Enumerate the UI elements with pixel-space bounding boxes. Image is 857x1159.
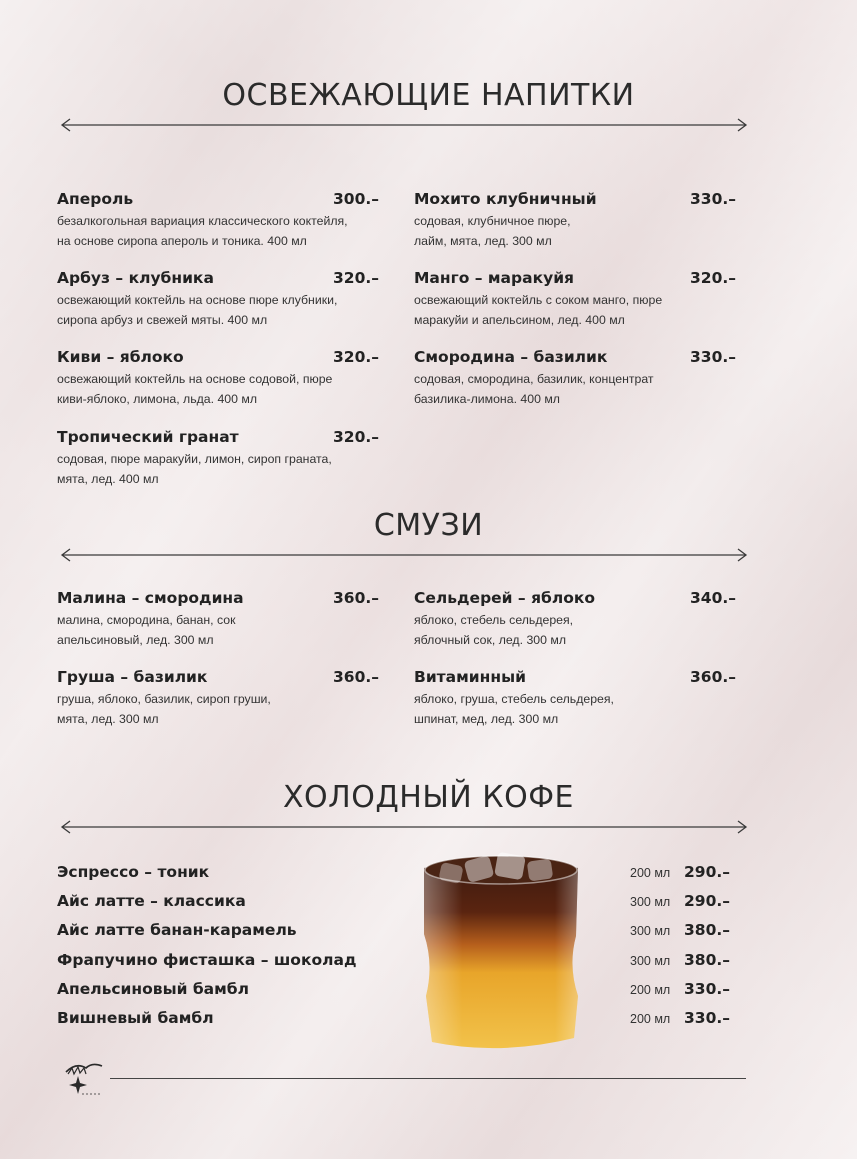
coffee-name: Айс латте банан-карамель: [57, 921, 297, 939]
coffee-price: 290.–: [684, 863, 730, 881]
menu-item: [414, 269, 736, 330]
item-desc: мята, лед. 400 мл: [57, 472, 159, 486]
item-name: Смородина – базилик: [414, 348, 608, 366]
item-desc: мята, лед. 300 мл: [57, 712, 159, 726]
item-desc: малина, смородина, банан, сок: [57, 613, 236, 627]
divider-arrow-icon: [60, 548, 748, 562]
item-desc: содовая, клубничное пюре,: [414, 214, 571, 228]
item-name: Витаминный: [414, 668, 526, 686]
coffee-price: 380.–: [684, 921, 730, 939]
item-desc: содовая, смородина, базилик, концентрат: [414, 372, 654, 386]
menu-item: [57, 269, 379, 330]
coffee-volume: 200 мл: [630, 1012, 671, 1026]
item-price: 320.–: [690, 269, 736, 287]
coffee-row: [57, 1009, 737, 1033]
item-desc: яблоко, стебель сельдерея,: [414, 613, 574, 627]
coffee-volume: 300 мл: [630, 924, 671, 938]
menu-item: [414, 190, 736, 251]
menu-item: [414, 348, 736, 409]
item-name: Тропический гранат: [57, 428, 239, 446]
divider-arrow-icon: [60, 820, 748, 834]
item-desc: базилика-лимона. 400 мл: [414, 392, 560, 406]
footer-divider: [110, 1078, 746, 1079]
item-desc: безалкогольная вариация классического коктейля,: [57, 214, 348, 228]
item-desc: шпинат, мед, лед. 300 мл: [414, 712, 559, 726]
coffee-row: [57, 951, 737, 975]
coffee-name: Айс латте – классика: [57, 892, 246, 910]
item-name: Киви – яблоко: [57, 348, 184, 366]
item-desc: яблоко, груша, стебель сельдерея,: [414, 692, 614, 706]
menu-item: [414, 589, 736, 650]
coffee-volume: 200 мл: [630, 866, 671, 880]
coffee-row: [57, 980, 737, 1004]
item-price: 300.–: [333, 190, 379, 208]
menu-item: [57, 428, 379, 489]
section-title-refresh: ОСВЕЖАЮЩИЕ НАПИТКИ: [222, 78, 635, 113]
item-desc: сиропа арбуз и свежей мяты. 400 мл: [57, 313, 268, 327]
coffee-name: Фрапучино фисташка – шоколад: [57, 951, 357, 969]
coffee-price: 330.–: [684, 980, 730, 998]
item-price: 360.–: [333, 668, 379, 686]
item-desc: освежающий коктейль на основе пюре клубники,: [57, 293, 338, 307]
item-desc: на основе сиропа апероль и тоника. 400 мл: [57, 234, 307, 248]
coffee-row: [57, 863, 737, 887]
item-name: Груша – базилик: [57, 668, 208, 686]
coffee-price: 330.–: [684, 1009, 730, 1027]
item-name: Манго – маракуйя: [414, 269, 575, 287]
coffee-volume: 300 мл: [630, 895, 671, 909]
item-name: Малина – смородина: [57, 589, 244, 607]
menu-item: [57, 348, 379, 409]
item-desc: освежающий коктейль на основе содовой, пюре: [57, 372, 333, 386]
item-desc: апельсиновый, лед. 300 мл: [57, 633, 214, 647]
item-desc: освежающий коктейль с соком манго, пюре: [414, 293, 663, 307]
section-title-smoothie: СМУЗИ: [373, 508, 484, 543]
coffee-name: Эспрессо – тоник: [57, 863, 210, 881]
section-title-coffee: ХОЛОДНЫЙ КОФЕ: [283, 780, 574, 815]
item-desc: маракуйи и апельсином, лед. 400 мл: [414, 313, 625, 327]
item-name: Сельдерей – яблоко: [414, 589, 596, 607]
item-desc: киви-яблоко, лимона, льда. 400 мл: [57, 392, 258, 406]
item-price: 330.–: [690, 190, 736, 208]
item-price: 320.–: [333, 428, 379, 446]
item-price: 320.–: [333, 348, 379, 366]
item-desc: яблочный сок, лед. 300 мл: [414, 633, 567, 647]
item-price: 340.–: [690, 589, 736, 607]
menu-item: [57, 190, 379, 251]
divider-arrow-icon: [60, 118, 748, 132]
item-name: Мохито клубничный: [414, 190, 597, 208]
coffee-price: 380.–: [684, 951, 730, 969]
item-name: Арбуз – клубника: [57, 269, 214, 287]
menu-item: [414, 668, 736, 729]
coffee-row: [57, 921, 737, 945]
coffee-volume: 300 мл: [630, 954, 671, 968]
menu-item: [57, 668, 379, 729]
item-name: Апероль: [57, 190, 134, 208]
item-desc: содовая, пюре маракуйи, лимон, сироп граната,: [57, 452, 332, 466]
coffee-name: Вишневый бамбл: [57, 1009, 214, 1027]
coffee-row: [57, 892, 737, 916]
item-price: 360.–: [690, 668, 736, 686]
coffee-volume: 200 мл: [630, 983, 671, 997]
brand-logo-icon: [62, 1058, 106, 1100]
item-price: 360.–: [333, 589, 379, 607]
item-desc: груша, яблоко, базилик, сироп груши,: [57, 692, 271, 706]
item-desc: лайм, мята, лед. 300 мл: [414, 234, 552, 248]
item-price: 330.–: [690, 348, 736, 366]
item-price: 320.–: [333, 269, 379, 287]
menu-item: [57, 589, 379, 650]
coffee-price: 290.–: [684, 892, 730, 910]
coffee-name: Апельсиновый бамбл: [57, 980, 249, 998]
